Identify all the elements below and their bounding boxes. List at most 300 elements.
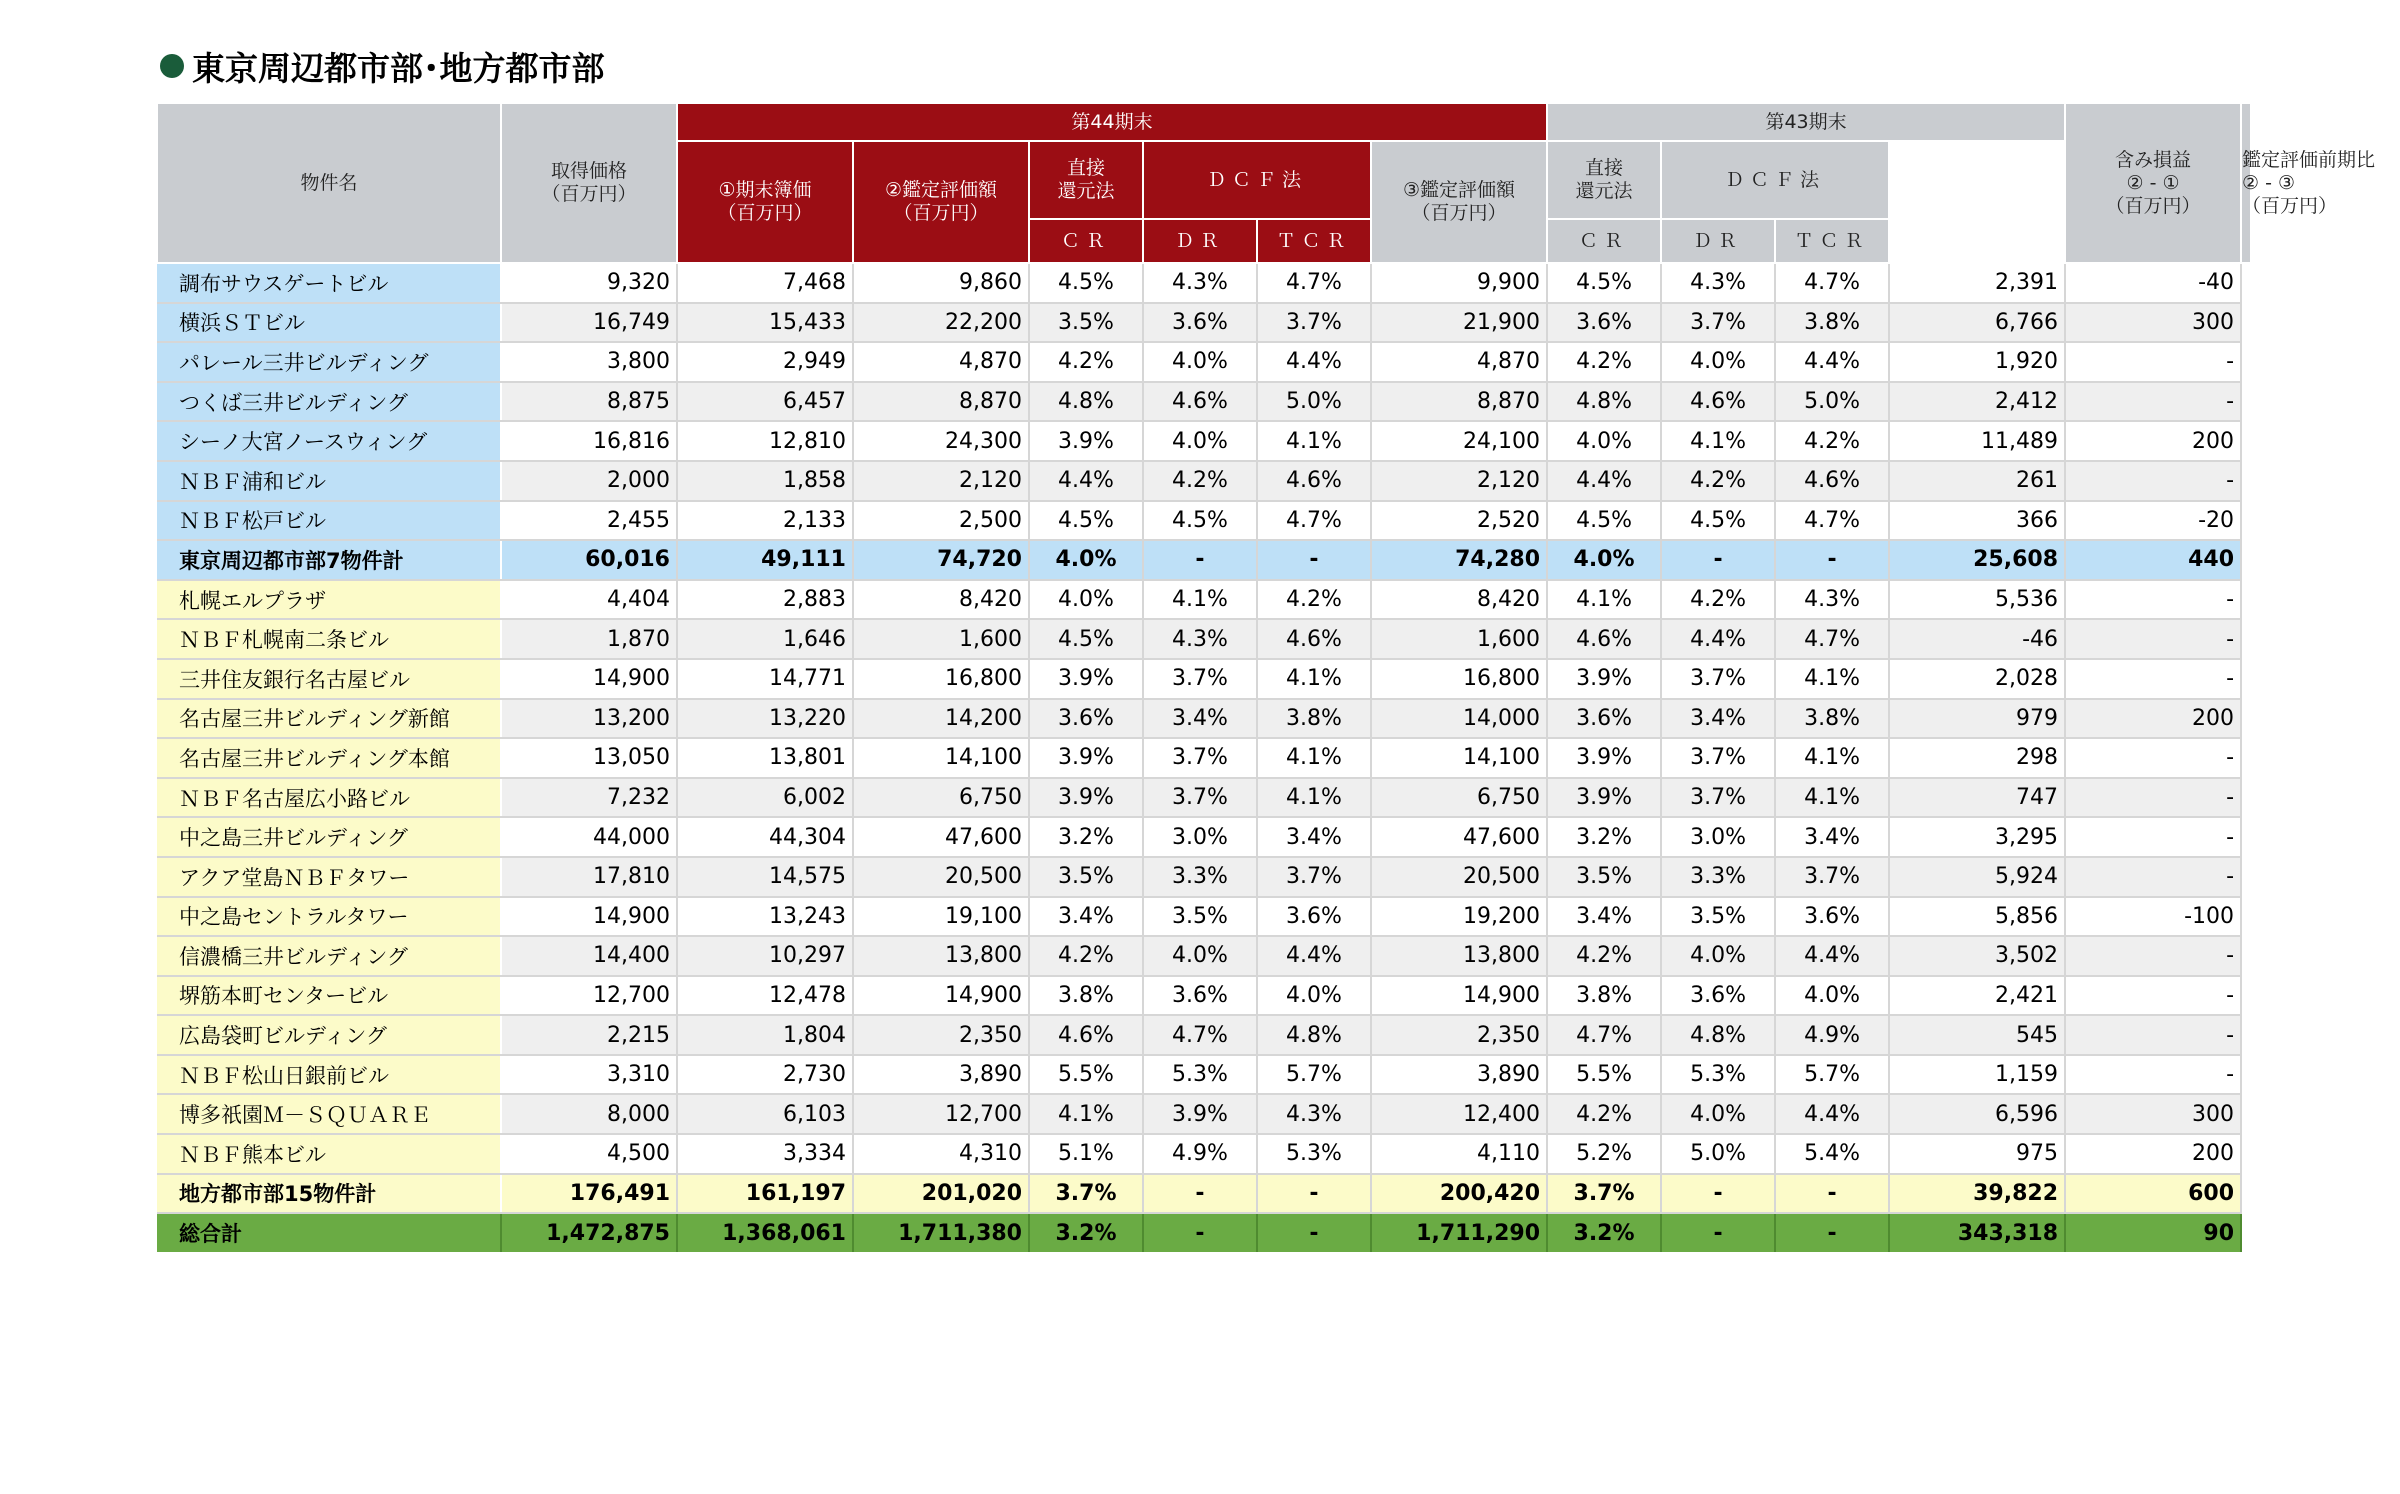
header-appraisal-44: ②鑑定評価額 （百万円）	[853, 141, 1029, 263]
cell-cr43: 4.5%	[1547, 501, 1661, 541]
header-acquisition-price: 取得価格 （百万円）	[501, 103, 677, 263]
cell-dr44: 3.6%	[1143, 303, 1257, 343]
cell-book: 49,111	[677, 540, 853, 580]
header-direct-cap-44: 直接 還元法	[1029, 141, 1143, 219]
cell-tcr44: 4.1%	[1257, 659, 1371, 699]
cell-dr44: 4.3%	[1143, 263, 1257, 303]
cell-app43: 1,711,290	[1371, 1213, 1547, 1252]
table-body	[157, 263, 2251, 1252]
cell-tcr43: 3.8%	[1775, 699, 1889, 739]
cell-tcr43: -	[1775, 1213, 1889, 1252]
cell-gain: 366	[1889, 501, 2065, 541]
table-row	[157, 1134, 2251, 1174]
cell-dr43: 4.6%	[1661, 382, 1775, 422]
cell-diff: -	[2065, 738, 2241, 778]
cell-name: ＮＢＦ札幌南二条ビル	[157, 619, 501, 659]
cell-name: 地方都市部15物件計	[157, 1174, 501, 1214]
cell-tcr44: 4.1%	[1257, 421, 1371, 461]
cell-app43: 12,400	[1371, 1094, 1547, 1134]
table-row	[157, 619, 2251, 659]
cell-tcr44: 3.7%	[1257, 857, 1371, 897]
cell-dr44: 4.3%	[1143, 619, 1257, 659]
cell-app44: 74,720	[853, 540, 1029, 580]
cell-app43: 16,800	[1371, 659, 1547, 699]
cell-acq: 1,472,875	[501, 1213, 677, 1252]
cell-app44: 201,020	[853, 1174, 1029, 1214]
cell-app43: 20,500	[1371, 857, 1547, 897]
cell-app44: 2,500	[853, 501, 1029, 541]
cell-gain: 975	[1889, 1134, 2065, 1174]
cell-tcr44: 4.7%	[1257, 263, 1371, 303]
cell-acq: 176,491	[501, 1174, 677, 1214]
cell-dr43: -	[1661, 1213, 1775, 1252]
table-row	[157, 936, 2251, 976]
cell-tcr43: 4.2%	[1775, 421, 1889, 461]
cell-cr43: 3.9%	[1547, 778, 1661, 818]
cell-tcr43: 3.6%	[1775, 897, 1889, 937]
cell-dr43: 5.0%	[1661, 1134, 1775, 1174]
cell-app43: 14,000	[1371, 699, 1547, 739]
table-row	[157, 303, 2251, 343]
cell-tcr43: 4.4%	[1775, 342, 1889, 382]
cell-book: 1,646	[677, 619, 853, 659]
cell-app43: 8,870	[1371, 382, 1547, 422]
cell-dr44: -	[1143, 1174, 1257, 1214]
cell-book: 10,297	[677, 936, 853, 976]
cell-gain: 39,822	[1889, 1174, 2065, 1214]
cell-app43: 21,900	[1371, 303, 1547, 343]
header-period-43: 第43期末	[1547, 103, 2065, 141]
cell-dr44: 4.5%	[1143, 501, 1257, 541]
table-row	[157, 1055, 2251, 1095]
cell-book: 2,949	[677, 342, 853, 382]
header-tcr-44: ＴＣＲ	[1257, 219, 1371, 263]
cell-name: ＮＢＦ松山日銀前ビル	[157, 1055, 501, 1095]
cell-name: ＮＢＦ松戸ビル	[157, 501, 501, 541]
cell-acq: 2,215	[501, 1015, 677, 1055]
cell-book: 3,334	[677, 1134, 853, 1174]
cell-dr44: 4.6%	[1143, 382, 1257, 422]
cell-tcr43: 4.6%	[1775, 461, 1889, 501]
cell-dr43: 3.6%	[1661, 976, 1775, 1016]
cell-name: 堺筋本町センタービル	[157, 976, 501, 1016]
table-row	[157, 817, 2251, 857]
cell-tcr44: 4.7%	[1257, 501, 1371, 541]
cell-diff: -	[2065, 619, 2241, 659]
table-row	[157, 580, 2251, 620]
cell-gain: 5,536	[1889, 580, 2065, 620]
cell-name: ＮＢＦ熊本ビル	[157, 1134, 501, 1174]
cell-dr44: 3.5%	[1143, 897, 1257, 937]
cell-diff: 440	[2065, 540, 2241, 580]
cell-cr44: 4.5%	[1029, 501, 1143, 541]
cell-dr44: 3.3%	[1143, 857, 1257, 897]
cell-dr44: 4.1%	[1143, 580, 1257, 620]
cell-acq: 4,500	[501, 1134, 677, 1174]
subtotal-row-chiho	[157, 1174, 2251, 1214]
cell-app43: 2,350	[1371, 1015, 1547, 1055]
table-row	[157, 699, 2251, 739]
cell-diff: 300	[2065, 303, 2241, 343]
cell-gain: 298	[1889, 738, 2065, 778]
cell-book: 2,133	[677, 501, 853, 541]
cell-dr43: 4.4%	[1661, 619, 1775, 659]
cell-name: つくば三井ビルディング	[157, 382, 501, 422]
cell-book: 13,801	[677, 738, 853, 778]
cell-cr43: 4.6%	[1547, 619, 1661, 659]
cell-dr44: 3.9%	[1143, 1094, 1257, 1134]
cell-app43: 24,100	[1371, 421, 1547, 461]
cell-book: 2,883	[677, 580, 853, 620]
cell-dr44: -	[1143, 540, 1257, 580]
cell-app43: 4,870	[1371, 342, 1547, 382]
cell-gain: 6,766	[1889, 303, 2065, 343]
cell-tcr43: 4.1%	[1775, 778, 1889, 818]
cell-app44: 2,350	[853, 1015, 1029, 1055]
cell-dr43: 3.4%	[1661, 699, 1775, 739]
cell-app44: 14,100	[853, 738, 1029, 778]
cell-acq: 60,016	[501, 540, 677, 580]
cell-tcr43: 4.7%	[1775, 263, 1889, 303]
cell-dr44: 3.7%	[1143, 778, 1257, 818]
cell-app43: 14,900	[1371, 976, 1547, 1016]
cell-name: 三井住友銀行名古屋ビル	[157, 659, 501, 699]
cell-app43: 2,520	[1371, 501, 1547, 541]
cell-cr44: 3.4%	[1029, 897, 1143, 937]
cell-app44: 6,750	[853, 778, 1029, 818]
cell-acq: 17,810	[501, 857, 677, 897]
table-row	[157, 738, 2251, 778]
cell-cr43: 3.8%	[1547, 976, 1661, 1016]
cell-diff: -	[2065, 936, 2241, 976]
cell-dr43: 3.3%	[1661, 857, 1775, 897]
header-unrealized-gain: 含み損益 ② - ① （百万円）	[2065, 103, 2241, 263]
cell-dr43: 4.8%	[1661, 1015, 1775, 1055]
cell-dr44: 4.0%	[1143, 421, 1257, 461]
cell-app44: 14,200	[853, 699, 1029, 739]
cell-tcr43: -	[1775, 540, 1889, 580]
cell-cr44: 4.0%	[1029, 580, 1143, 620]
cell-book: 161,197	[677, 1174, 853, 1214]
cell-cr43: 3.2%	[1547, 817, 1661, 857]
cell-cr44: 4.4%	[1029, 461, 1143, 501]
cell-dr43: -	[1661, 540, 1775, 580]
cell-cr44: 4.5%	[1029, 619, 1143, 659]
cell-dr44: 3.7%	[1143, 738, 1257, 778]
cell-cr43: 3.9%	[1547, 659, 1661, 699]
cell-dr43: 4.2%	[1661, 580, 1775, 620]
cell-cr44: 3.9%	[1029, 738, 1143, 778]
cell-app43: 200,420	[1371, 1174, 1547, 1214]
cell-cr43: 4.1%	[1547, 580, 1661, 620]
table-row	[157, 501, 2251, 541]
cell-acq: 1,870	[501, 619, 677, 659]
cell-diff: -	[2065, 778, 2241, 818]
cell-gain: 3,502	[1889, 936, 2065, 976]
table-row	[157, 659, 2251, 699]
cell-acq: 14,900	[501, 897, 677, 937]
cell-cr43: 3.9%	[1547, 738, 1661, 778]
cell-acq: 7,232	[501, 778, 677, 818]
cell-acq: 8,875	[501, 382, 677, 422]
cell-cr44: 3.5%	[1029, 303, 1143, 343]
cell-dr43: 4.5%	[1661, 501, 1775, 541]
header-period-44: 第44期末	[677, 103, 1547, 141]
header-tcr-43: ＴＣＲ	[1775, 219, 1889, 263]
cell-cr43: 4.5%	[1547, 263, 1661, 303]
cell-app43: 1,600	[1371, 619, 1547, 659]
cell-cr44: 4.2%	[1029, 342, 1143, 382]
cell-app44: 8,870	[853, 382, 1029, 422]
cell-name: 中之島セントラルタワー	[157, 897, 501, 937]
cell-dr43: 3.7%	[1661, 778, 1775, 818]
cell-app44: 14,900	[853, 976, 1029, 1016]
cell-diff: -	[2065, 461, 2241, 501]
cell-dr44: 3.7%	[1143, 659, 1257, 699]
cell-book: 12,810	[677, 421, 853, 461]
cell-name: 中之島三井ビルディング	[157, 817, 501, 857]
cell-app43: 9,900	[1371, 263, 1547, 303]
cell-acq: 14,900	[501, 659, 677, 699]
header-dr-43: ＤＲ	[1661, 219, 1775, 263]
cell-app44: 3,890	[853, 1055, 1029, 1095]
table-row	[157, 976, 2251, 1016]
cell-dr44: 4.0%	[1143, 936, 1257, 976]
cell-name: ＮＢＦ名古屋広小路ビル	[157, 778, 501, 818]
cell-gain: 1,159	[1889, 1055, 2065, 1095]
table-row	[157, 897, 2251, 937]
cell-app43: 14,100	[1371, 738, 1547, 778]
cell-tcr44: 4.6%	[1257, 619, 1371, 659]
cell-cr44: 3.6%	[1029, 699, 1143, 739]
cell-name: 横浜ＳＴビル	[157, 303, 501, 343]
cell-cr44: 5.5%	[1029, 1055, 1143, 1095]
table-row	[157, 857, 2251, 897]
cell-tcr43: 4.1%	[1775, 738, 1889, 778]
cell-acq: 44,000	[501, 817, 677, 857]
cell-gain: 2,391	[1889, 263, 2065, 303]
cell-name: 名古屋三井ビルディング本館	[157, 738, 501, 778]
cell-cr43: 3.6%	[1547, 303, 1661, 343]
cell-diff: -	[2065, 382, 2241, 422]
cell-gain: -46	[1889, 619, 2065, 659]
cell-dr43: -	[1661, 1174, 1775, 1214]
cell-gain: 545	[1889, 1015, 2065, 1055]
cell-dr43: 4.3%	[1661, 263, 1775, 303]
cell-app44: 4,310	[853, 1134, 1029, 1174]
cell-name: 札幌エルプラザ	[157, 580, 501, 620]
cell-tcr43: 5.7%	[1775, 1055, 1889, 1095]
cell-tcr44: 4.6%	[1257, 461, 1371, 501]
cell-dr43: 4.0%	[1661, 936, 1775, 976]
cell-cr43: 4.7%	[1547, 1015, 1661, 1055]
page-title: 東京周辺都市部･地方都市部	[192, 48, 605, 88]
cell-book: 14,771	[677, 659, 853, 699]
header-cr-44: ＣＲ	[1029, 219, 1143, 263]
table-row	[157, 1094, 2251, 1134]
cell-acq: 3,310	[501, 1055, 677, 1095]
cell-name: 博多祇園Ｍ－ＳＱＵＡＲＥ	[157, 1094, 501, 1134]
cell-diff: 200	[2065, 699, 2241, 739]
cell-acq: 16,749	[501, 303, 677, 343]
cell-cr44: 3.9%	[1029, 778, 1143, 818]
cell-tcr44: 5.3%	[1257, 1134, 1371, 1174]
cell-cr44: 4.6%	[1029, 1015, 1143, 1055]
cell-dr43: 3.7%	[1661, 303, 1775, 343]
cell-app44: 2,120	[853, 461, 1029, 501]
header-property-name: 物件名	[157, 103, 501, 263]
cell-app43: 13,800	[1371, 936, 1547, 976]
cell-tcr43: 5.4%	[1775, 1134, 1889, 1174]
cell-acq: 3,800	[501, 342, 677, 382]
cell-cr44: 5.1%	[1029, 1134, 1143, 1174]
cell-app44: 22,200	[853, 303, 1029, 343]
cell-acq: 16,816	[501, 421, 677, 461]
cell-cr44: 3.9%	[1029, 659, 1143, 699]
cell-diff: -	[2065, 857, 2241, 897]
subtotal-row-tokyo	[157, 540, 2251, 580]
cell-cr44: 3.9%	[1029, 421, 1143, 461]
cell-acq: 13,200	[501, 699, 677, 739]
table-row	[157, 342, 2251, 382]
cell-dr44: 4.0%	[1143, 342, 1257, 382]
cell-diff: -40	[2065, 263, 2241, 303]
cell-app44: 16,800	[853, 659, 1029, 699]
cell-tcr44: 4.4%	[1257, 342, 1371, 382]
cell-acq: 2,455	[501, 501, 677, 541]
cell-tcr44: 3.6%	[1257, 897, 1371, 937]
cell-tcr43: 4.4%	[1775, 936, 1889, 976]
cell-name: 信濃橋三井ビルディング	[157, 936, 501, 976]
table-row	[157, 1015, 2251, 1055]
cell-gain: 11,489	[1889, 421, 2065, 461]
cell-book: 13,243	[677, 897, 853, 937]
cell-tcr44: 4.8%	[1257, 1015, 1371, 1055]
cell-gain: 747	[1889, 778, 2065, 818]
cell-app44: 19,100	[853, 897, 1029, 937]
cell-tcr43: 4.3%	[1775, 580, 1889, 620]
cell-cr43: 4.2%	[1547, 936, 1661, 976]
cell-book: 1,368,061	[677, 1213, 853, 1252]
cell-gain: 5,856	[1889, 897, 2065, 937]
grand-total-row	[157, 1213, 2251, 1252]
cell-app43: 8,420	[1371, 580, 1547, 620]
cell-dr44: 3.0%	[1143, 817, 1257, 857]
cell-name: パレール三井ビルディング	[157, 342, 501, 382]
cell-tcr44: 3.7%	[1257, 303, 1371, 343]
header-dr-44: ＤＲ	[1143, 219, 1257, 263]
bullet-dot-icon	[160, 54, 184, 78]
table-row	[157, 461, 2251, 501]
cell-app43: 74,280	[1371, 540, 1547, 580]
cell-dr43: 3.0%	[1661, 817, 1775, 857]
cell-dr44: 5.3%	[1143, 1055, 1257, 1095]
table-header	[157, 103, 2376, 263]
cell-book: 7,468	[677, 263, 853, 303]
cell-acq: 8,000	[501, 1094, 677, 1134]
cell-tcr44: -	[1257, 1174, 1371, 1214]
cell-tcr43: 4.7%	[1775, 501, 1889, 541]
cell-app44: 47,600	[853, 817, 1029, 857]
header-dcf-43: ＤＣＦ法	[1661, 141, 1889, 219]
cell-app43: 47,600	[1371, 817, 1547, 857]
cell-cr44: 4.5%	[1029, 263, 1143, 303]
cell-dr44: 4.9%	[1143, 1134, 1257, 1174]
cell-gain: 343,318	[1889, 1213, 2065, 1252]
cell-name: 東京周辺都市部7物件計	[157, 540, 501, 580]
cell-app44: 4,870	[853, 342, 1029, 382]
cell-book: 2,730	[677, 1055, 853, 1095]
cell-tcr44: 5.7%	[1257, 1055, 1371, 1095]
cell-tcr44: 4.2%	[1257, 580, 1371, 620]
cell-book: 13,220	[677, 699, 853, 739]
cell-cr43: 5.2%	[1547, 1134, 1661, 1174]
cell-dr43: 5.3%	[1661, 1055, 1775, 1095]
cell-app44: 9,860	[853, 263, 1029, 303]
header-direct-cap-43: 直接 還元法	[1547, 141, 1661, 219]
cell-tcr44: -	[1257, 540, 1371, 580]
table-row	[157, 263, 2251, 303]
cell-dr44: 4.7%	[1143, 1015, 1257, 1055]
cell-book: 6,103	[677, 1094, 853, 1134]
cell-name: 調布サウスゲートビル	[157, 263, 501, 303]
cell-book: 15,433	[677, 303, 853, 343]
cell-cr43: 3.4%	[1547, 897, 1661, 937]
cell-cr43: 5.5%	[1547, 1055, 1661, 1095]
cell-app44: 1,600	[853, 619, 1029, 659]
cell-tcr44: 5.0%	[1257, 382, 1371, 422]
cell-cr43: 4.8%	[1547, 382, 1661, 422]
header-book-value: ①期末簿価 （百万円）	[677, 141, 853, 263]
cell-tcr43: 5.0%	[1775, 382, 1889, 422]
cell-diff: -	[2065, 342, 2241, 382]
cell-tcr43: 3.4%	[1775, 817, 1889, 857]
table-row	[157, 421, 2251, 461]
cell-cr43: 3.5%	[1547, 857, 1661, 897]
cell-book: 1,858	[677, 461, 853, 501]
cell-tcr44: 3.8%	[1257, 699, 1371, 739]
cell-name: 名古屋三井ビルディング新館	[157, 699, 501, 739]
cell-cr44: 3.8%	[1029, 976, 1143, 1016]
cell-diff: -	[2065, 659, 2241, 699]
cell-app44: 12,700	[853, 1094, 1029, 1134]
cell-name: 総合計	[157, 1213, 501, 1252]
cell-cr44: 3.2%	[1029, 817, 1143, 857]
cell-diff: -	[2065, 1055, 2241, 1095]
cell-tcr43: 4.4%	[1775, 1094, 1889, 1134]
property-appraisal-table	[156, 102, 2376, 1252]
cell-tcr43: 3.7%	[1775, 857, 1889, 897]
cell-tcr43: 4.1%	[1775, 659, 1889, 699]
cell-app44: 13,800	[853, 936, 1029, 976]
cell-app44: 24,300	[853, 421, 1029, 461]
cell-name: シーノ大宮ノースウィング	[157, 421, 501, 461]
cell-book: 6,457	[677, 382, 853, 422]
cell-book: 44,304	[677, 817, 853, 857]
cell-tcr44: 4.1%	[1257, 778, 1371, 818]
cell-cr43: 4.2%	[1547, 342, 1661, 382]
cell-book: 14,575	[677, 857, 853, 897]
cell-dr44: -	[1143, 1213, 1257, 1252]
cell-app43: 4,110	[1371, 1134, 1547, 1174]
cell-dr43: 3.5%	[1661, 897, 1775, 937]
cell-diff: 90	[2065, 1213, 2241, 1252]
cell-app43: 3,890	[1371, 1055, 1547, 1095]
cell-dr43: 3.7%	[1661, 738, 1775, 778]
cell-dr43: 4.0%	[1661, 1094, 1775, 1134]
cell-diff: -	[2065, 976, 2241, 1016]
cell-app44: 8,420	[853, 580, 1029, 620]
